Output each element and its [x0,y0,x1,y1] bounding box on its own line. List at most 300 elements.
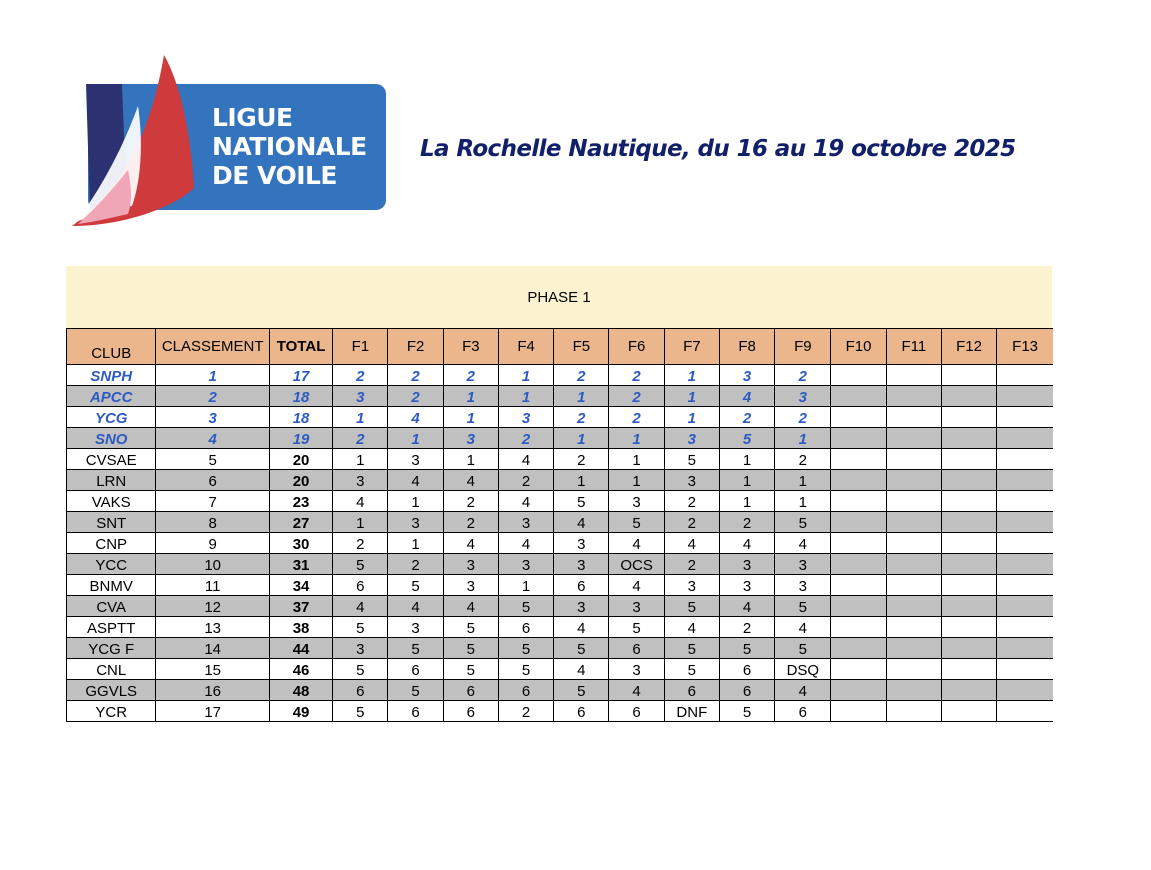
total-cell: 37 [269,596,332,617]
club-cell: CNL [67,659,156,680]
race-score-cell: 2 [498,428,553,449]
total-cell: 44 [269,638,332,659]
race-score-cell [941,428,996,449]
race-score-cell: 5 [775,596,831,617]
logo-line: LIGUE [212,103,293,132]
race-score-cell [831,407,886,428]
total-cell: 46 [269,659,332,680]
race-score-cell: 6 [388,659,443,680]
race-score-cell: 4 [333,491,388,512]
race-score-cell: 3 [719,575,774,596]
race-score-cell: 6 [498,680,553,701]
table-row [67,533,1054,554]
race-score-cell [997,638,1053,659]
race-score-cell [831,386,886,407]
race-score-cell: 1 [498,575,553,596]
race-score-cell: 1 [388,428,443,449]
race-score-cell [831,428,886,449]
race-score-cell: 3 [609,659,664,680]
club-cell: VAKS [67,491,156,512]
race-score-cell [997,365,1053,386]
race-score-cell: 2 [775,407,831,428]
race-score-cell: 6 [443,680,498,701]
race-score-cell [941,470,996,491]
race-score-cell: 2 [333,365,388,386]
column-header: F9 [775,329,831,365]
race-score-cell: 1 [498,365,553,386]
total-cell: 18 [269,386,332,407]
column-header: F1 [333,329,388,365]
race-score-cell: 5 [664,596,719,617]
column-header: F4 [498,329,553,365]
race-score-cell: 3 [498,407,553,428]
race-score-cell [941,491,996,512]
race-score-cell [997,470,1053,491]
race-score-cell: 3 [664,470,719,491]
race-score-cell: 5 [609,617,664,638]
club-cell: YCG F [67,638,156,659]
race-score-cell [997,659,1053,680]
race-score-cell [831,449,886,470]
table-row [67,596,1054,617]
race-score-cell: 3 [333,386,388,407]
race-score-cell: 2 [388,554,443,575]
total-cell: 19 [269,428,332,449]
race-score-cell: 6 [333,680,388,701]
race-score-cell: 1 [609,428,664,449]
race-score-cell [997,386,1053,407]
club-cell: CVSAE [67,449,156,470]
race-score-cell [941,386,996,407]
race-score-cell: 3 [664,575,719,596]
race-score-cell [941,365,996,386]
race-score-cell [886,428,941,449]
race-score-cell [831,701,886,722]
race-score-cell: 5 [443,638,498,659]
race-score-cell: 3 [554,533,609,554]
race-score-cell [997,554,1053,575]
race-score-cell: 5 [388,575,443,596]
table-row [67,386,1054,407]
race-score-cell: 3 [775,575,831,596]
rank-cell: 10 [156,554,270,575]
race-score-cell: 3 [388,449,443,470]
race-score-cell: 6 [333,575,388,596]
race-score-cell: 4 [443,533,498,554]
race-score-cell [886,680,941,701]
race-score-cell [831,491,886,512]
race-score-cell: OCS [609,554,664,575]
race-score-cell [831,533,886,554]
total-cell: 48 [269,680,332,701]
race-score-cell: 3 [443,428,498,449]
club-cell: LRN [67,470,156,491]
race-score-cell: 6 [719,680,774,701]
race-score-cell: 3 [664,428,719,449]
race-score-cell [831,638,886,659]
race-score-cell: 2 [719,617,774,638]
race-score-cell [831,680,886,701]
race-score-cell: 6 [719,659,774,680]
race-score-cell: 3 [609,596,664,617]
race-score-cell: 4 [443,596,498,617]
race-score-cell: 5 [498,659,553,680]
race-score-cell: 1 [554,386,609,407]
race-score-cell [831,659,886,680]
race-score-cell: 6 [554,575,609,596]
race-score-cell: DSQ [775,659,831,680]
race-score-cell: 3 [388,512,443,533]
table-row [67,428,1054,449]
race-score-cell: 6 [664,680,719,701]
column-header: F7 [664,329,719,365]
race-score-cell [941,512,996,533]
event-title: La Rochelle Nautique, du 16 au 19 octobre 2025 [420,136,1016,162]
race-score-cell [831,554,886,575]
race-score-cell: 2 [775,449,831,470]
race-score-cell: 1 [664,407,719,428]
logo-line: NATIONALE [212,132,367,161]
race-score-cell: 4 [719,386,774,407]
race-score-cell: 1 [443,407,498,428]
total-cell: 18 [269,407,332,428]
rank-cell: 16 [156,680,270,701]
race-score-cell: 2 [609,386,664,407]
race-score-cell: 2 [388,365,443,386]
race-score-cell: 1 [609,470,664,491]
race-score-cell: DNF [664,701,719,722]
race-score-cell [941,617,996,638]
race-score-cell: 5 [443,659,498,680]
race-score-cell: 2 [554,407,609,428]
race-score-cell [997,428,1053,449]
race-score-cell [941,596,996,617]
race-score-cell [886,638,941,659]
club-cell: YCR [67,701,156,722]
race-score-cell: 5 [388,680,443,701]
race-score-cell: 3 [554,596,609,617]
race-score-cell: 4 [554,512,609,533]
race-score-cell: 4 [388,596,443,617]
race-score-cell: 3 [388,617,443,638]
race-score-cell: 1 [333,512,388,533]
race-score-cell: 4 [719,596,774,617]
race-score-cell [886,386,941,407]
race-score-cell: 1 [554,428,609,449]
column-header: CLUB [67,329,156,365]
rank-cell: 11 [156,575,270,596]
race-score-cell: 1 [775,428,831,449]
race-score-cell: 2 [664,491,719,512]
race-score-cell [886,407,941,428]
race-score-cell: 3 [443,554,498,575]
race-score-cell [997,512,1053,533]
race-score-cell: 5 [719,701,774,722]
race-score-cell [941,533,996,554]
race-score-cell: 5 [498,638,553,659]
phase-title: PHASE 1 [527,289,591,306]
club-cell: CNP [67,533,156,554]
race-score-cell: 5 [333,701,388,722]
race-score-cell: 5 [719,638,774,659]
results-body [67,365,1054,722]
race-score-cell: 5 [333,659,388,680]
race-score-cell: 1 [609,449,664,470]
race-score-cell: 3 [609,491,664,512]
total-cell: 30 [269,533,332,554]
race-score-cell: 2 [719,407,774,428]
race-score-cell: 5 [775,638,831,659]
total-cell: 20 [269,449,332,470]
race-score-cell [997,575,1053,596]
race-score-cell [997,407,1053,428]
race-score-cell: 5 [554,680,609,701]
table-row [67,701,1054,722]
race-score-cell: 3 [719,365,774,386]
club-cell: CVA [67,596,156,617]
total-cell: 31 [269,554,332,575]
race-score-cell: 2 [498,701,553,722]
race-score-cell: 1 [388,533,443,554]
rank-cell: 7 [156,491,270,512]
race-score-cell: 4 [498,449,553,470]
race-score-cell [997,680,1053,701]
race-score-cell [941,701,996,722]
club-cell: SNO [67,428,156,449]
table-row [67,512,1054,533]
race-score-cell [886,449,941,470]
race-score-cell: 2 [443,512,498,533]
table-row [67,659,1054,680]
race-score-cell: 5 [443,617,498,638]
race-score-cell: 2 [498,470,553,491]
column-header: F2 [388,329,443,365]
total-cell: 34 [269,575,332,596]
race-score-cell: 1 [388,491,443,512]
race-score-cell: 4 [388,470,443,491]
race-score-cell: 1 [775,491,831,512]
column-header: F11 [886,329,941,365]
race-score-cell: 1 [775,470,831,491]
race-score-cell: 5 [664,449,719,470]
race-score-cell: 5 [388,638,443,659]
race-score-cell: 6 [609,638,664,659]
race-score-cell: 1 [443,449,498,470]
race-score-cell: 5 [664,659,719,680]
race-score-cell: 1 [664,365,719,386]
race-score-cell: 2 [719,512,774,533]
club-cell: BNMV [67,575,156,596]
total-cell: 23 [269,491,332,512]
race-score-cell: 3 [498,554,553,575]
rank-cell: 5 [156,449,270,470]
race-score-cell: 2 [554,449,609,470]
race-score-cell: 4 [498,533,553,554]
table-row [67,638,1054,659]
total-cell: 20 [269,470,332,491]
race-score-cell: 5 [333,617,388,638]
rank-cell: 2 [156,386,270,407]
race-score-cell: 4 [443,470,498,491]
rank-cell: 9 [156,533,270,554]
race-score-cell: 1 [719,491,774,512]
race-score-cell: 4 [664,617,719,638]
race-score-cell [886,491,941,512]
race-score-cell [886,533,941,554]
race-score-cell: 4 [498,491,553,512]
club-cell: ASPTT [67,617,156,638]
rank-cell: 1 [156,365,270,386]
race-score-cell: 1 [719,449,774,470]
race-score-cell [831,575,886,596]
table-row [67,680,1054,701]
race-score-cell: 4 [609,575,664,596]
race-score-cell: 3 [443,575,498,596]
race-score-cell: 5 [609,512,664,533]
race-score-cell [997,491,1053,512]
table-header-row [67,329,1054,365]
race-score-cell [886,659,941,680]
race-score-cell [886,365,941,386]
rank-cell: 13 [156,617,270,638]
race-score-cell: 4 [554,659,609,680]
race-score-cell: 5 [498,596,553,617]
column-header: CLASSEMENT [156,329,270,365]
results-table [66,328,1053,722]
race-score-cell [886,575,941,596]
race-score-cell: 6 [609,701,664,722]
race-score-cell: 3 [775,554,831,575]
rank-cell: 14 [156,638,270,659]
race-score-cell: 3 [554,554,609,575]
total-cell: 49 [269,701,332,722]
race-score-cell: 2 [554,365,609,386]
race-score-cell: 4 [388,407,443,428]
race-score-cell: 2 [443,365,498,386]
race-score-cell: 4 [775,617,831,638]
race-score-cell: 2 [443,491,498,512]
race-score-cell: 2 [664,512,719,533]
club-cell: YCC [67,554,156,575]
race-score-cell: 4 [664,533,719,554]
race-score-cell [886,512,941,533]
race-score-cell: 1 [443,386,498,407]
race-score-cell [831,470,886,491]
race-score-cell: 5 [719,428,774,449]
column-header: F3 [443,329,498,365]
race-score-cell [997,596,1053,617]
race-score-cell: 3 [333,470,388,491]
race-score-cell [941,638,996,659]
rank-cell: 6 [156,470,270,491]
race-score-cell [886,470,941,491]
race-score-cell [941,407,996,428]
rank-cell: 4 [156,428,270,449]
race-score-cell: 4 [719,533,774,554]
club-cell: APCC [67,386,156,407]
race-score-cell [997,533,1053,554]
total-cell: 17 [269,365,332,386]
race-score-cell [941,659,996,680]
race-score-cell [941,554,996,575]
column-header: F6 [609,329,664,365]
logo-line: DE VOILE [212,161,338,190]
rank-cell: 3 [156,407,270,428]
table-row [67,617,1054,638]
table-row [67,470,1054,491]
race-score-cell: 4 [554,617,609,638]
rank-cell: 8 [156,512,270,533]
table-row [67,575,1054,596]
phase-banner [66,266,1052,328]
race-score-cell: 2 [664,554,719,575]
table-row [67,449,1054,470]
rank-cell: 12 [156,596,270,617]
race-score-cell: 1 [333,407,388,428]
race-score-cell: 3 [333,638,388,659]
race-score-cell: 2 [775,365,831,386]
race-score-cell: 2 [388,386,443,407]
race-score-cell [831,365,886,386]
column-header: TOTAL [269,329,332,365]
rank-cell: 17 [156,701,270,722]
race-score-cell: 1 [554,470,609,491]
race-score-cell: 5 [333,554,388,575]
race-score-cell: 6 [498,617,553,638]
table-row [67,554,1054,575]
race-score-cell: 1 [333,449,388,470]
race-score-cell: 5 [664,638,719,659]
race-score-cell [886,617,941,638]
race-score-cell: 5 [554,638,609,659]
race-score-cell: 4 [333,596,388,617]
race-score-cell [886,596,941,617]
race-score-cell: 4 [609,533,664,554]
table-row [67,365,1054,386]
race-score-cell: 1 [664,386,719,407]
rank-cell: 15 [156,659,270,680]
column-header: F10 [831,329,886,365]
race-score-cell: 4 [775,680,831,701]
table-row [67,407,1054,428]
race-score-cell [941,449,996,470]
race-score-cell: 2 [609,407,664,428]
race-score-cell [831,596,886,617]
race-score-cell [941,575,996,596]
race-score-cell: 1 [498,386,553,407]
club-cell: SNT [67,512,156,533]
race-score-cell: 6 [554,701,609,722]
column-header: F8 [719,329,774,365]
column-header: F12 [941,329,996,365]
table-row [67,491,1054,512]
race-score-cell [941,680,996,701]
race-score-cell [886,701,941,722]
race-score-cell: 4 [609,680,664,701]
ligue-nationale-voile-logo [66,50,388,234]
race-score-cell: 6 [388,701,443,722]
column-header: F5 [554,329,609,365]
race-score-cell: 3 [775,386,831,407]
total-cell: 27 [269,512,332,533]
race-score-cell: 3 [719,554,774,575]
race-score-cell [831,512,886,533]
race-score-cell: 2 [333,428,388,449]
race-score-cell: 2 [609,365,664,386]
club-cell: YCG [67,407,156,428]
logo-text [212,103,367,190]
race-score-cell [831,617,886,638]
